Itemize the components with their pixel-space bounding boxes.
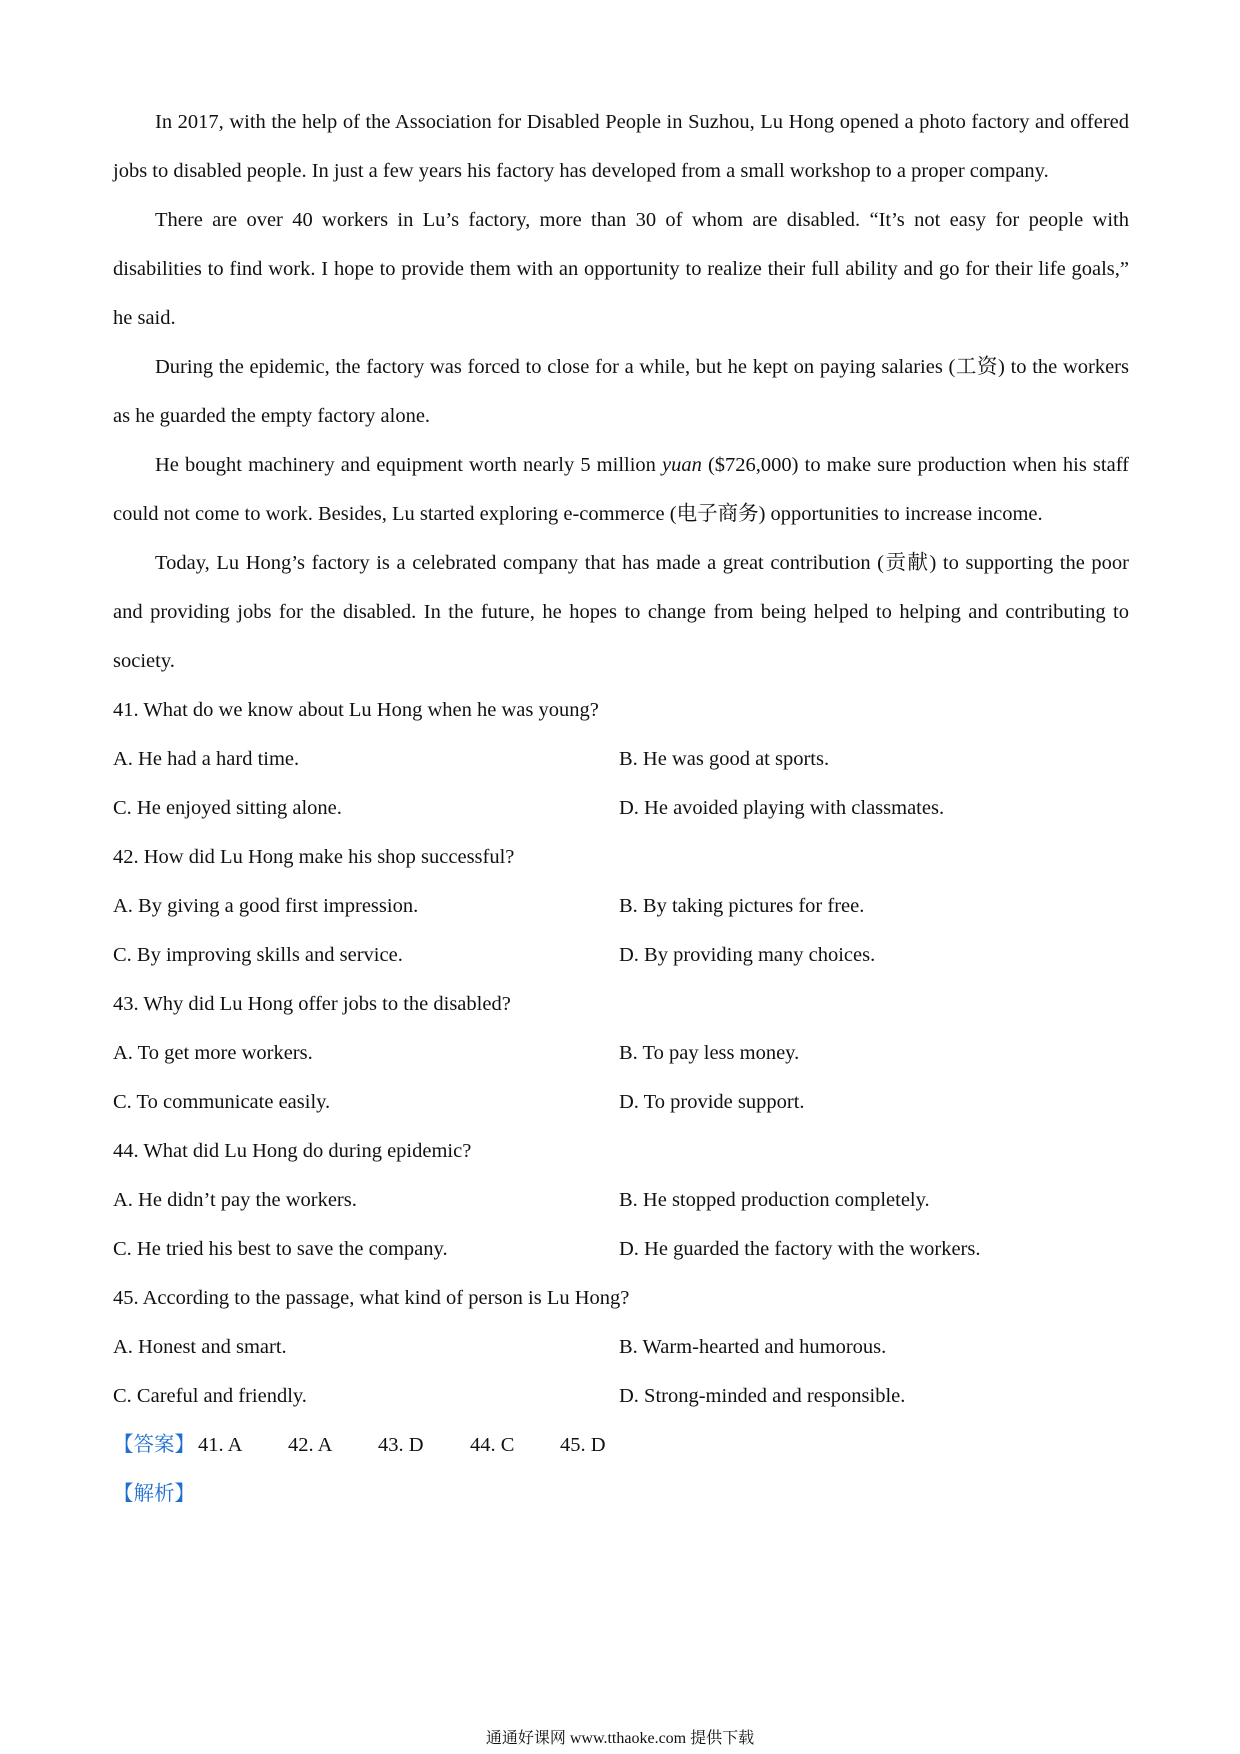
passage-paragraph-2: There are over 40 workers in Lu’s factory, more than 30 of whom are disabled. “It’s not easy for people with disabilities to find work. I hope to provide them with an opportunity to realize their full ability and go for their life goals,” he said.: [113, 209, 1129, 329]
question-42-option-b: B. By taking pictures for free.: [619, 895, 865, 917]
question-41-options-row-1: [113, 735, 1129, 784]
question-43-options-row-1: [113, 1029, 1129, 1078]
question-43-option-a: A. To get more workers.: [113, 1042, 313, 1064]
question-43-options-row-2: [113, 1078, 1129, 1127]
paragraph-4-text-after: ($726,000) to make sure production when his staff could not come to work. Besides, Lu started exploring e-commerce (电子商务) opportunities to increase income.: [113, 454, 1129, 525]
answer-41: 41. A: [198, 1434, 243, 1456]
document-page: [113, 98, 1129, 1519]
question-43-option-d: D. To provide support.: [619, 1091, 805, 1113]
question-41-option-d: D. He avoided playing with classmates.: [619, 797, 945, 819]
page-footer: 通通好课网 www.tthaoke.com 提供下载: [485, 1730, 755, 1747]
question-45-options-row-1: [113, 1323, 1129, 1372]
question-44-option-a: A. He didn’t pay the workers.: [113, 1189, 357, 1211]
question-42-options-row-1: [113, 882, 1129, 931]
question-42-option-a: A. By giving a good first impression.: [113, 895, 419, 917]
question-42-options-row-2: [113, 931, 1129, 980]
question-41-option-c: C. He enjoyed sitting alone.: [113, 797, 342, 819]
question-43-option-c: C. To communicate easily.: [113, 1091, 331, 1113]
answer-row: [113, 1421, 1129, 1470]
question-45-option-a: A. Honest and smart.: [113, 1336, 287, 1358]
question-45-option-d: D. Strong-minded and responsible.: [619, 1385, 906, 1407]
question-41-option-a: A. He had a hard time.: [113, 748, 300, 770]
question-44-options-row-1: [113, 1176, 1129, 1225]
answer-45: 45. D: [560, 1434, 606, 1456]
analysis-row: [113, 1470, 1129, 1519]
question-41-option-b: B. He was good at sports.: [619, 748, 830, 770]
question-42-option-d: D. By providing many choices.: [619, 944, 876, 966]
question-41-stem: 41. What do we know about Lu Hong when he was young?: [113, 699, 599, 721]
analysis-label: 【解析】: [113, 1483, 195, 1505]
question-44-stem: 44. What did Lu Hong do during epidemic?: [113, 1140, 472, 1162]
paragraph-4-italic-word: yuan: [662, 454, 702, 476]
answer-44: 44. C: [470, 1434, 515, 1456]
question-44-option-d: D. He guarded the factory with the workers.: [619, 1238, 981, 1260]
answer-label: 【答案】: [113, 1434, 195, 1456]
question-44-options-row-2: [113, 1225, 1129, 1274]
question-45-option-b: B. Warm-hearted and humorous.: [619, 1336, 887, 1358]
passage-paragraph-4: [113, 441, 1129, 539]
question-44-option-c: C. He tried his best to save the company.: [113, 1238, 448, 1260]
question-41-options-row-2: [113, 784, 1129, 833]
question-44-option-b: B. He stopped production completely.: [619, 1189, 930, 1211]
passage-paragraph-1: In 2017, with the help of the Association for Disabled People in Suzhou, Lu Hong opened a photo factory and offered jobs to disabled people. In just a few years his factory has developed from a small workshop to a proper company.: [113, 111, 1129, 182]
question-42-stem: 42. How did Lu Hong make his shop successful?: [113, 846, 515, 868]
answer-43: 43. D: [378, 1434, 424, 1456]
passage-paragraph-3: During the epidemic, the factory was forced to close for a while, but he kept on paying salaries (工资) to the workers as he guarded the empty factory alone.: [113, 356, 1129, 427]
question-45-stem: 45. According to the passage, what kind of person is Lu Hong?: [113, 1287, 630, 1309]
question-43-stem: 43. Why did Lu Hong offer jobs to the disabled?: [113, 993, 511, 1015]
passage-paragraph-5: Today, Lu Hong’s factory is a celebrated company that has made a great contribution (贡献) to supporting the poor and providing jobs for the disabled. In the future, he hopes to change from being helped to helping and contributing to society.: [113, 552, 1129, 672]
paragraph-4-text-before: He bought machinery and equipment worth nearly 5 million: [155, 454, 663, 476]
question-42-option-c: C. By improving skills and service.: [113, 944, 403, 966]
question-43-option-b: B. To pay less money.: [619, 1042, 800, 1064]
question-45-option-c: C. Careful and friendly.: [113, 1385, 307, 1407]
answer-42: 42. A: [288, 1434, 333, 1456]
question-45-options-row-2: [113, 1372, 1129, 1421]
